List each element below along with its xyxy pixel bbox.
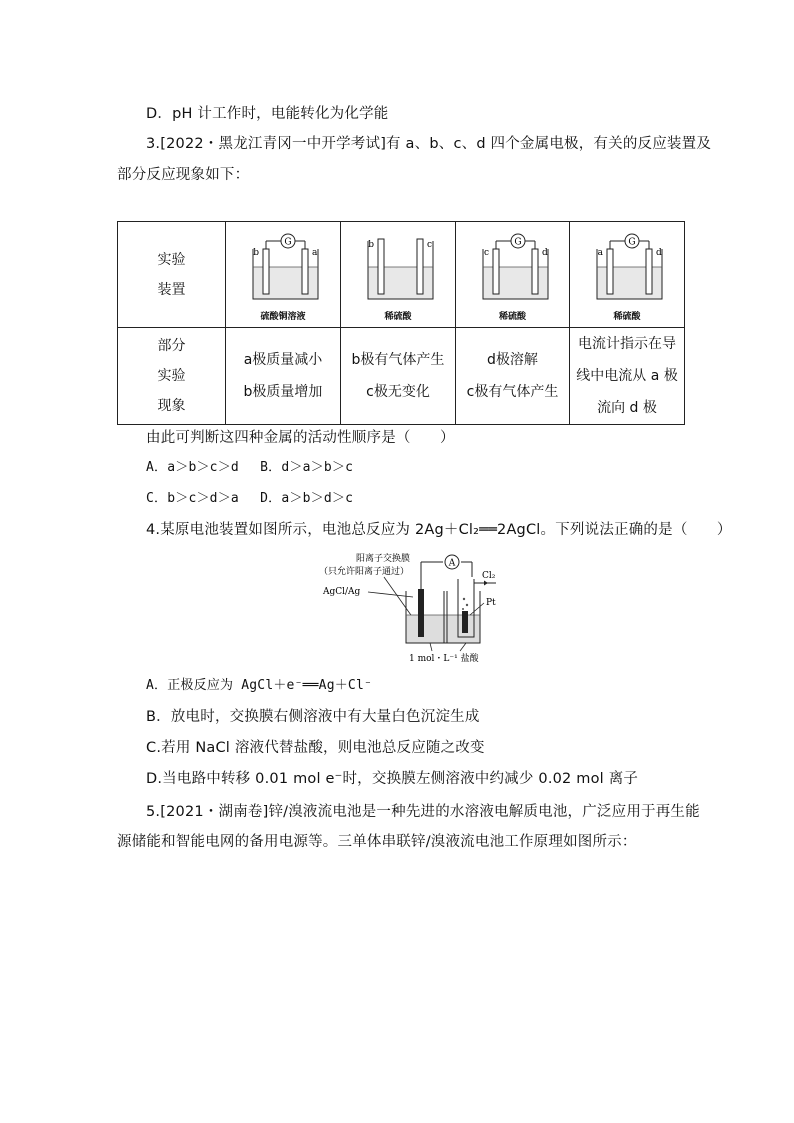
q3-stem-line-2: 部分反应现象如下： [117,167,250,183]
galvanometer-label: G [628,237,636,248]
galvanic-cell-diagram-3 [463,227,563,307]
left-electrode-label: AgCl/Ag [323,587,361,597]
device-cell-1 [226,222,341,328]
phenomena-cell-3 [456,328,570,425]
row-header-phenomena [118,328,226,425]
phenomena-text: b极质量增加 [243,384,323,400]
device-cell-2 [341,222,456,328]
beaker-diagram-2 [348,227,448,307]
q3-options-row-1: A．a＞b＞c＞d B．d＞a＞b＞c [146,460,354,475]
q3-options-row-2: C．b＞c＞d＞a D．a＞b＞d＞c [146,491,354,506]
phenomena-text: 电流计指示在导 [578,336,676,352]
electrode-label-right: c [427,240,433,250]
q4-option-c: C.若用 NaCl 溶液代替盐酸，则电池总反应随之改变 [146,740,485,756]
experiment-table [117,221,685,425]
row-header-phenomena-line-3: 现象 [157,398,186,414]
row-header-phenomena-line-1: 部分 [157,338,186,354]
q4-option-b: B．放电时，交换膜右侧溶液中有大量白色沉淀生成 [146,709,480,725]
solution-caption-2: 稀硫酸 [384,312,412,322]
q3-stem-line-1: 3.[2022・黑龙江青冈一中开学考试]有 a、b、c、d 四个金属电极，有关的反应装置及 [146,136,712,152]
phenomena-cell-1 [226,328,341,425]
electrode-label-right: d [656,248,662,258]
galvanic-cell-diagram-1 [233,227,333,307]
row-header-phenomena-line-2: 实验 [157,368,186,384]
solution-caption-1: 硫酸铜溶液 [260,312,306,322]
row-header-setup-line-1: 实验 [157,251,186,268]
phenomena-text: c极无变化 [366,384,430,400]
row-header-setup [118,222,226,328]
electrode-label-left: b [368,240,374,250]
row-header-setup-line-2: 装置 [157,281,186,298]
right-electrode-label: Pt [486,598,496,608]
device-cell-4 [570,222,685,328]
gas-label: Cl₂ [482,571,496,581]
phenomena-text: 流向 d 极 [597,400,657,416]
q5-stem-line-1: 5.[2021・湖南卷]锌/溴液流电池是一种先进的水溶液电解质电池，广泛应用于再生能 [146,804,700,820]
phenomena-cell-4 [570,328,685,425]
primary-cell-diagram [306,553,506,665]
q4-option-a: A．正极反应为 AgCl＋e⁻══Ag＋Cl⁻ [146,678,372,693]
electrode-label-left: b [253,248,259,258]
solution-label: 1 mol・L⁻¹ 盐酸 [409,654,479,664]
phenomena-text: a极质量减小 [243,352,323,368]
membrane-label-1: 阳离子交换膜 [356,554,411,564]
galvanometer-label: G [513,237,522,248]
phenomena-text: b极有气体产生 [351,352,445,368]
solution-caption-4: 稀硫酸 [613,312,641,322]
phenomena-text: c极有气体产生 [466,384,559,400]
ammeter-label: A [448,558,456,569]
galvanometer-label: G [284,237,292,248]
phenomena-text: d极溶解 [487,352,538,368]
membrane-label-2: （只允许阳离子通过） [319,567,410,577]
electrode-label-left: c [483,248,489,258]
solution-caption-3: 稀硫酸 [498,312,526,322]
q5-stem-line-2: 源储能和智能电网的备用电源等。三单体串联锌/溴液流电池工作原理如图所示： [117,834,637,850]
electrode-label-right: a [312,248,318,258]
q4-stem: 4.某原电池装置如图所示，电池总反应为 2Ag＋Cl₂══2AgCl。下列说法正确的是（ ） [146,522,732,538]
q4-figure [306,553,506,669]
q2-option-d: D．pH 计工作时，电能转化为化学能 [146,106,389,122]
phenomena-text: 线中电流从 a 极 [576,368,678,384]
device-cell-3 [456,222,570,328]
electrode-label-left: a [597,248,603,258]
table-row-phenomena [118,328,685,425]
q3-question: 由此可判断这四种金属的活动性顺序是（ ） [146,430,455,446]
phenomena-cell-2 [341,328,456,425]
q4-option-d: D.当电路中转移 0.01 mol e⁻时，交换膜左侧溶液中约减少 0.02 mol 离子 [146,771,639,787]
table-row-setup [118,222,685,328]
galvanic-cell-diagram-4 [577,227,677,307]
electrode-label-right: d [541,248,548,258]
